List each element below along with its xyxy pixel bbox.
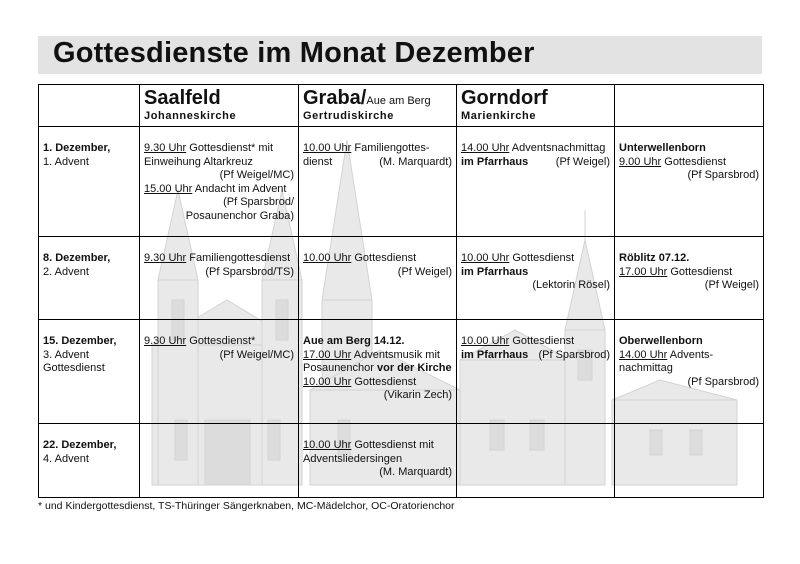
service-officiant: (Pf Weigel/MC) [219, 169, 294, 181]
service-place: im Pfarrhaus [461, 155, 529, 168]
saalfeld-cell [140, 320, 299, 424]
service-officiant: (Pf Sparsbrod) [687, 169, 759, 181]
service-text: Gottesdienst [661, 155, 727, 168]
service-time: 10.00 Uhr [303, 375, 352, 388]
service-line [461, 142, 610, 156]
service-text: dienst [303, 155, 333, 168]
graba-cell [299, 424, 457, 498]
service-text: Adventsnachmittag [509, 142, 606, 154]
graba-suffix: Aue am Berg [366, 95, 431, 107]
service-line [461, 156, 610, 170]
row-advent: 4. Advent [43, 452, 89, 465]
gorndorf-church: Marienkirche [461, 109, 537, 122]
service-line [619, 349, 759, 363]
service-time: 9.00 Uhr [619, 155, 662, 168]
gorndorf-cell [457, 127, 615, 237]
service-line [303, 362, 452, 376]
service-text: Familiengottesdienst [186, 252, 291, 264]
service-officiant: (Pf Weigel) [704, 279, 759, 291]
graba-cell [299, 127, 457, 237]
service-text: Familiengottes- [351, 142, 430, 154]
saalfeld-cell [140, 237, 299, 320]
service-line [461, 252, 610, 266]
row-date: 8. Dezember, [43, 252, 111, 264]
service-time: 17.00 Uhr [303, 348, 352, 361]
row-advent: 3. Advent [43, 348, 89, 361]
service-time: 15.00 Uhr [144, 182, 193, 195]
service-text: Einweihung Altarkreuz [144, 155, 253, 168]
gorndorf-cell [457, 424, 615, 498]
gorndorf-cell [457, 237, 615, 320]
service-text: Advents- [667, 348, 714, 361]
row-date: 1. Dezember, [43, 142, 111, 154]
service-time: 10.00 Uhr [303, 252, 352, 264]
service-officiant: (Pf Weigel) [397, 265, 452, 278]
service-officiant: (Pf Weigel) [555, 155, 610, 168]
service-line [303, 439, 452, 453]
service-text: Gottesdienst [509, 335, 575, 347]
service-place: Unterwellenborn [619, 142, 706, 154]
service-time: 9.30 Uhr [144, 335, 187, 347]
service-line [461, 349, 610, 363]
extra-cell [615, 424, 764, 498]
table-row [39, 237, 764, 320]
graba-church: Gertrudiskirche [303, 109, 394, 122]
row-note: Gottesdienst [43, 362, 105, 374]
header-extra [615, 85, 764, 127]
service-line [303, 252, 452, 266]
service-text: Gottesdienst [351, 252, 417, 264]
gorndorf-cell [457, 320, 615, 424]
header-saalfeld [140, 85, 299, 127]
service-text: Gottesdienst* mit [186, 142, 274, 154]
row-date: 15. Dezember, [43, 335, 117, 347]
service-line [619, 266, 759, 280]
service-time: 17.00 Uhr [619, 265, 668, 278]
row-date: 22. Dezember, [43, 439, 117, 451]
service-place: Röblitz 07.12. [619, 252, 690, 264]
service-officiant: (Lektorin Rösel) [532, 279, 610, 291]
table-row [39, 127, 764, 237]
service-text: Gottesdienst* [186, 335, 256, 347]
service-line [144, 252, 294, 266]
service-officiant: (Pf Sparsbrod) [538, 348, 610, 361]
service-place: Oberwellenborn [619, 335, 703, 347]
service-time: 10.00 Uhr [461, 252, 510, 264]
table-header-row [39, 85, 764, 127]
service-place: im Pfarrhaus [461, 265, 529, 278]
date-cell [39, 237, 140, 320]
extra-cell [615, 320, 764, 424]
service-place: Aue am Berg 14.12. [303, 335, 405, 347]
service-line [303, 376, 452, 390]
row-advent: 2. Advent [43, 265, 89, 278]
service-officiant: Posaunenchor Graba) [185, 209, 294, 222]
table-row [39, 320, 764, 424]
service-text: nachmittag [619, 362, 673, 374]
service-text: Adventsmusik mit [351, 348, 440, 361]
saalfeld-church: Johanneskirche [144, 109, 237, 122]
saalfeld-cell [140, 424, 299, 498]
service-officiant: (Pf Weigel/MC) [219, 348, 294, 361]
extra-cell [615, 127, 764, 237]
service-officiant: (Vikarin Zech) [383, 389, 452, 401]
service-line [619, 156, 759, 170]
saalfeld-cell [140, 127, 299, 237]
service-text: Gottesdienst [351, 375, 417, 388]
service-text: Gottesdienst [667, 265, 733, 278]
service-time: 9.30 Uhr [144, 252, 187, 264]
service-time: 10.00 Uhr [303, 439, 352, 451]
service-place: im Pfarrhaus [461, 348, 529, 361]
service-time: 10.00 Uhr [461, 335, 510, 347]
service-line [144, 183, 294, 197]
service-officiant: (Pf Sparsbrod/ [223, 196, 294, 208]
service-place: vor der Kirche [377, 362, 452, 374]
graba-cell [299, 320, 457, 424]
graba-name: Graba/ [303, 87, 367, 109]
date-cell [39, 127, 140, 237]
service-officiant: (M. Marquardt) [379, 466, 452, 478]
service-officiant: (Pf Sparsbrod/TS) [205, 265, 294, 278]
service-text: Adventsliedersingen [303, 452, 403, 465]
service-text: Gottesdienst [509, 252, 575, 264]
date-cell [39, 424, 140, 498]
saalfeld-name: Saalfeld [144, 87, 221, 109]
service-text: Posaunenchor [303, 362, 377, 374]
service-line [303, 156, 452, 170]
header-gorndorf [457, 85, 615, 127]
extra-cell [615, 237, 764, 320]
service-line [303, 349, 452, 363]
service-line [144, 142, 294, 156]
service-line [144, 335, 294, 349]
gorndorf-name: Gorndorf [461, 87, 548, 109]
services-table [38, 84, 764, 498]
service-time: 14.00 Uhr [619, 348, 668, 361]
service-officiant: (Pf Sparsbrod) [687, 375, 759, 388]
date-cell [39, 320, 140, 424]
header-graba [299, 85, 457, 127]
service-time: 10.00 Uhr [303, 142, 352, 154]
footnote: * und Kindergottesdienst, TS-Thüringer Sängerknaben, MC-Mädelchor, OC-Oratorienchor [38, 500, 455, 512]
row-advent: 1. Advent [43, 155, 89, 168]
service-time: 14.00 Uhr [461, 142, 510, 154]
service-text: Andacht im Advent [192, 182, 287, 195]
table-row [39, 424, 764, 498]
service-line [461, 335, 610, 349]
service-officiant: (M. Marquardt) [379, 155, 452, 168]
graba-cell [299, 237, 457, 320]
service-time: 9.30 Uhr [144, 142, 187, 154]
service-text: Gottesdienst mit [351, 439, 434, 451]
header-empty-cell [39, 85, 140, 127]
page-title: Gottesdienste im Monat Dezember [53, 37, 535, 69]
service-line [303, 142, 452, 156]
